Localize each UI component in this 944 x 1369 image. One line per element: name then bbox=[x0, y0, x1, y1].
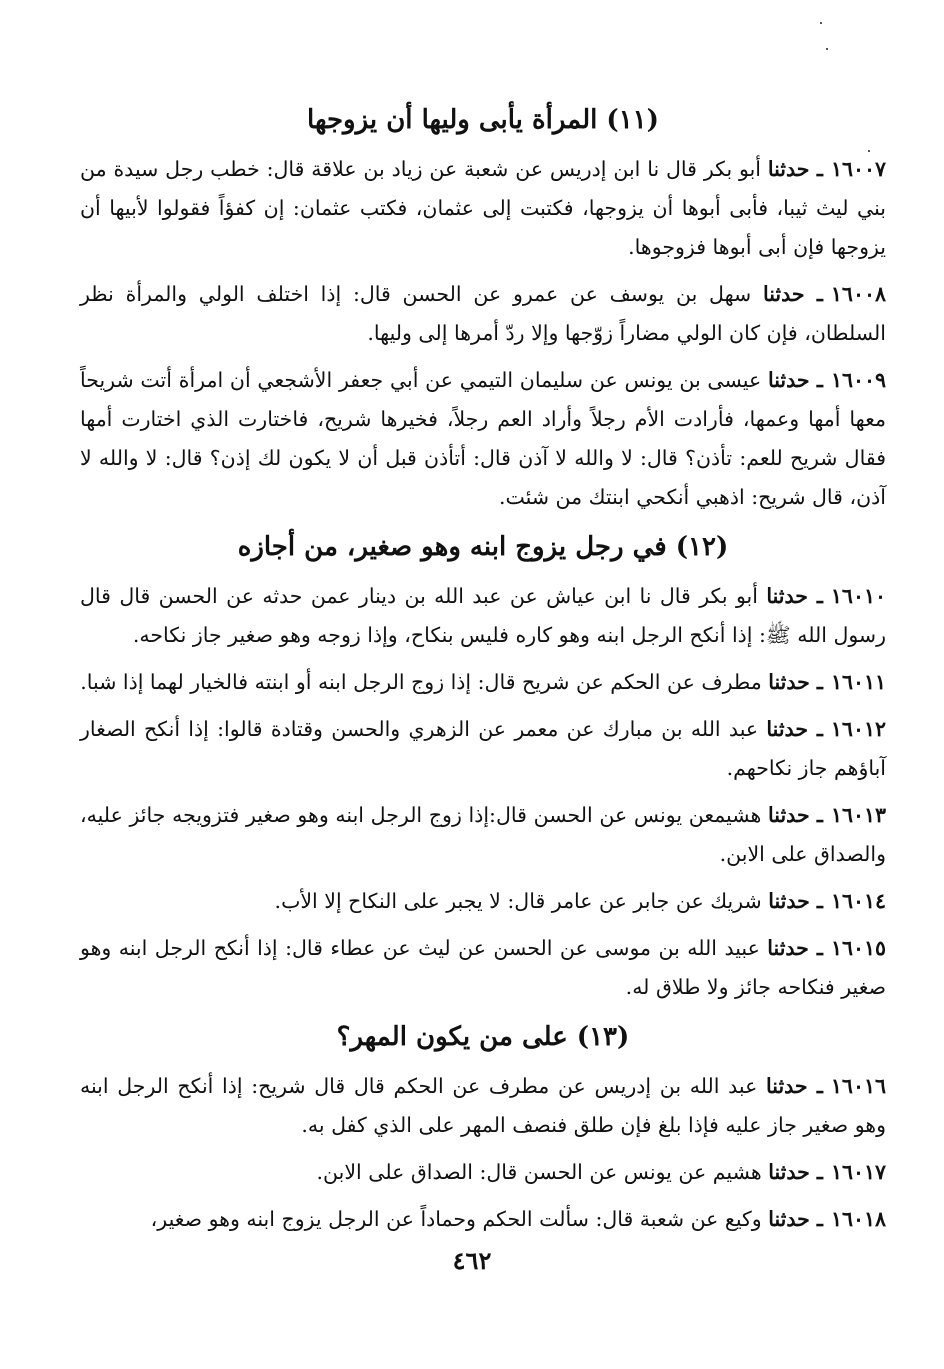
hadith-text: هشيمعن يونس عن الحسن قال:إذا زوج الرجل ابنه وهو صغير فتزويجه جائز عليه، والصداق على الابن. bbox=[80, 803, 886, 866]
hadith-number: ١٦٠١٧ bbox=[830, 1160, 886, 1184]
hadith-entry bbox=[80, 275, 886, 353]
section-heading: (١١) المرأة يأبى وليها أن يزوجها bbox=[307, 105, 659, 135]
hadith-text: هشيم عن يونس عن الحسن قال: الصداق على الابن. bbox=[316, 1160, 762, 1184]
hadith-number: ١٦٠١٠ bbox=[830, 584, 886, 608]
hadith-text: عيسى بن يونس عن سليمان التيمي عن أبي جعفر الأشجعي أن امرأة أتت شريحاً معها أمها وعمها، فأرادت الأم رجلاً وأراد العم رجلاً، فخيرها شريح، فاختارت الذي اختارت أمها فقال شريح للعم: تأذن؟ قال: لا والله لا آذن قال: أتأذن قبل أن لا يكون لك إذن؟ قال: لا والله لا آذن، قال شريح: اذهبي أنكحي ابنتك من شئت. bbox=[80, 368, 886, 509]
hadith-number: ١٦٠١٤ bbox=[830, 889, 886, 913]
hadith-entry bbox=[80, 882, 886, 921]
hadith-number: ١٦٠١٢ bbox=[830, 717, 886, 741]
hadith-lead: ـ حدثنا bbox=[767, 157, 823, 181]
hadith-lead: ـ حدثنا bbox=[767, 368, 823, 392]
hadith-entry bbox=[80, 1153, 886, 1192]
hadith-text: أبو بكر قال نا ابن عياش عن عبد الله بن دينار عمن حدثه عن الحسن قال قال رسول الله ﷺ: إذا أنكح الرجل ابنه وهو كاره فليس بنكاح، وإذا زوجه وهو صغير جاز نكاحه. bbox=[80, 584, 886, 647]
hadith-number: ١٦٠١١ bbox=[830, 670, 886, 694]
hadith-text: مطرف عن الحكم عن شريح قال: إذا زوج الرجل ابنه أو ابنته فالخيار لهما إذا شبا. bbox=[80, 670, 762, 694]
hadith-entry bbox=[80, 796, 886, 874]
section-heading: (١٢) في رجل يزوج ابنه وهو صغير، من أجازه bbox=[237, 532, 729, 562]
hadith-entry bbox=[80, 929, 886, 1007]
hadith-entry bbox=[80, 361, 886, 517]
page-number: ٤٦٢ bbox=[452, 1246, 492, 1275]
hadith-text: وكيع عن شعبة قال: سألت الحكم وحماداً عن الرجل يزوج ابنه وهو صغير، bbox=[150, 1207, 762, 1231]
hadith-entry bbox=[80, 577, 886, 655]
hadith-lead: ـ حدثنا bbox=[767, 936, 823, 960]
hadith-lead: ـ حدثنا bbox=[766, 717, 823, 741]
hadith-lead: ـ حدثنا bbox=[766, 584, 823, 608]
hadith-text: سهل بن يوسف عن عمرو عن الحسن قال: إذا اختلف الولي والمرأة نظر السلطان، فإن كان الولي مضاراً زوّجها وإلا ردّ أمرها إلى وليها. bbox=[80, 282, 886, 345]
hadith-entry bbox=[80, 1067, 886, 1145]
hadith-text: عبد الله بن مبارك عن معمر عن الزهري والحسن وقتادة قالوا: إذا أنكح الصغار آباؤهم جاز نكاحهم. bbox=[80, 717, 886, 780]
hadith-lead: ـ حدثنا bbox=[766, 1074, 823, 1098]
hadith-lead: ـ حدثنا bbox=[768, 889, 823, 913]
section-heading: (١٣) على من يكون المهر؟ bbox=[336, 1022, 630, 1052]
hadith-lead: ـ حدثنا bbox=[762, 282, 823, 306]
hadith-number: ١٦٠١٦ bbox=[830, 1074, 886, 1098]
scan-speck bbox=[826, 48, 828, 50]
hadith-number: ١٦٠١٨ bbox=[830, 1207, 886, 1231]
page-content bbox=[80, 92, 886, 1247]
hadith-number: ١٦٠٠٧ bbox=[830, 157, 886, 181]
hadith-number: ١٦٠٠٩ bbox=[830, 368, 886, 392]
hadith-lead: ـ حدثنا bbox=[768, 1160, 823, 1184]
hadith-number: ١٦٠٠٨ bbox=[830, 282, 886, 306]
hadith-lead: ـ حدثنا bbox=[768, 1207, 823, 1231]
hadith-text: عبيد الله بن موسى عن الحسن عن ليث عن عطاء قال: إذا أنكح الرجل ابنه وهو صغير فنكاحه جائز ولا طلاق له. bbox=[80, 936, 886, 999]
hadith-text: شريك عن جابر عن عامر قال: لا يجبر على النكاح إلا الأب. bbox=[274, 889, 762, 913]
hadith-number: ١٦٠١٣ bbox=[830, 803, 886, 827]
hadith-entry bbox=[80, 710, 886, 788]
hadith-entry bbox=[80, 1200, 886, 1239]
hadith-lead: ـ حدثنا bbox=[768, 803, 823, 827]
hadith-text: عبد الله بن إدريس عن مطرف عن الحكم قال قال شريح: إذا أنكح الرجل ابنه وهو صغير جاز عليه فإذا بلغ فإن طلق فنصف المهر على الذي كفل به. bbox=[80, 1074, 886, 1137]
hadith-lead: ـ حدثنا bbox=[768, 670, 823, 694]
hadith-entry bbox=[80, 663, 886, 702]
hadith-entry bbox=[80, 150, 886, 267]
hadith-text: أبو بكر قال نا ابن إدريس عن شعبة عن زياد بن علاقة قال: خطب رجل سيدة من بني ليث ثيبا، فأبى أبوها أن يزوجها، فكتبت إلى عثمان، فكتب عثمان: إن كفؤاً فقولوا لأبيها أن يزوجها فإن أبى أبوها فزوجوها. bbox=[80, 157, 886, 259]
hadith-number: ١٦٠١٥ bbox=[830, 936, 886, 960]
scan-speck bbox=[820, 22, 822, 24]
